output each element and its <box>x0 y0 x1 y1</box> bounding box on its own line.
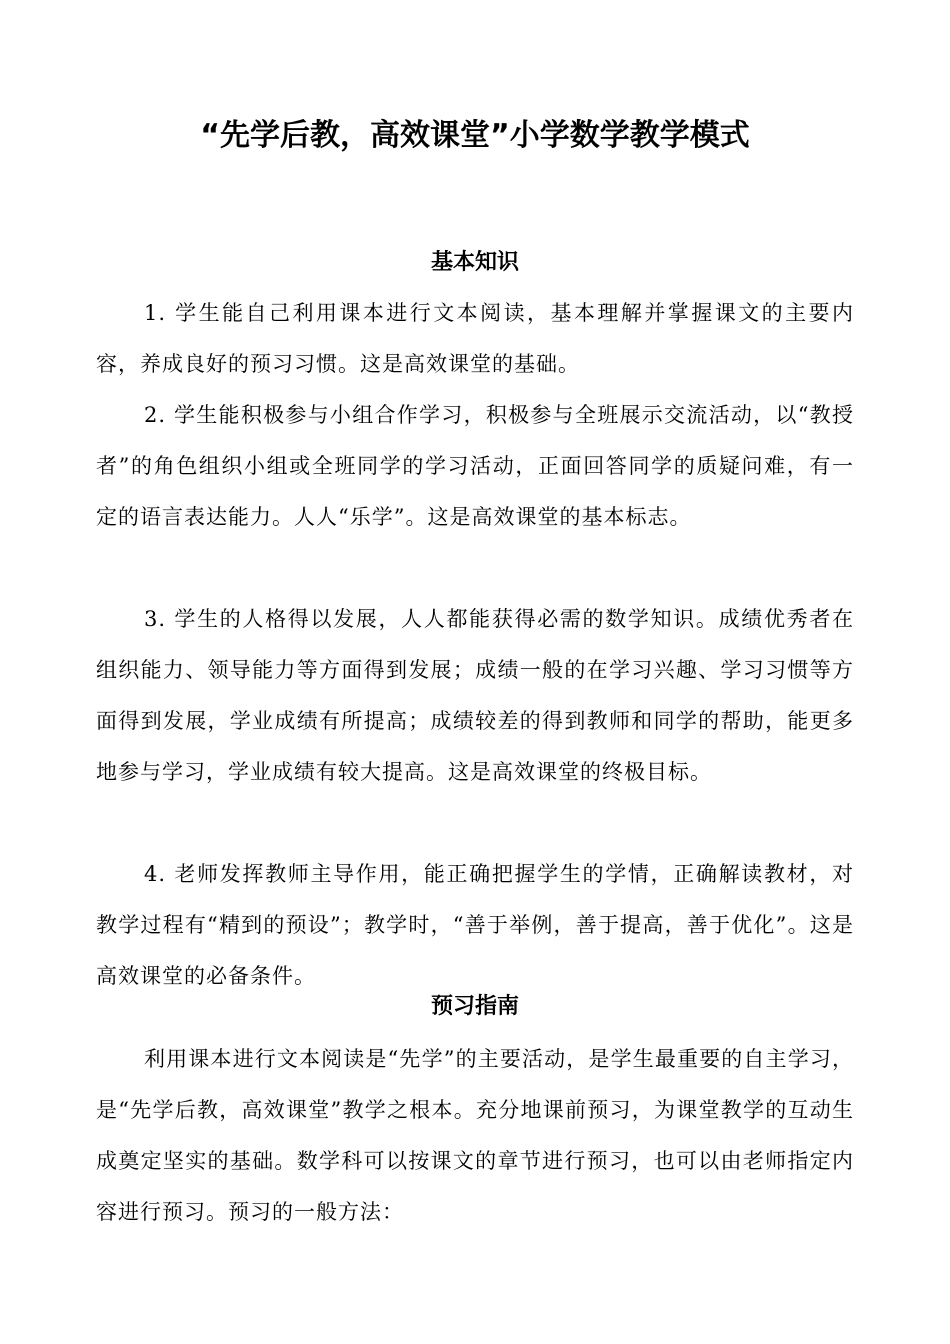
section-heading-preview-guide: 预习指南 <box>430 994 519 1019</box>
paragraph: 利用课本进行文本阅读是“先学”的主要活动，是学生最重要的自主学习，是“先学后教，高效课堂”教学之根本。充分地课前预习，为课堂教学的互动生成奠定坚实的基础。数学科可以按课文的章节进行预习，也可以由老师指定内容进行预习。预习的一般方法： <box>96 1047 854 1224</box>
paragraph: 1. 学生能自己利用课本进行文本阅读，基本理解并掌握课文的主要内容，养成良好的预习习惯。这是高效课堂的基础。 <box>96 301 854 376</box>
paragraph: 3. 学生的人格得以发展，人人都能获得必需的数学知识。成绩优秀者在组织能力、领导能力等方面得到发展；成绩一般的在学习兴趣、学习习惯等方面得到发展，学业成绩有所提高；成绩较差的得到教师和同学的帮助，能更多地参与学习，学业成绩有较大提高。这是高效课堂的终极目标。 <box>96 607 854 784</box>
paragraph: 2. 学生能积极参与小组合作学习，积极参与全班展示交流活动，以“教授者”的角色组织小组或全班同学的学习活动，正面回答同学的质疑问难，有一定的语言表达能力。人人“乐学”。这是高效课堂的基本标志。 <box>96 403 854 529</box>
paragraph: 4. 老师发挥教师主导作用，能正确把握学生的学情，正确解读教材，对教学过程有“精到的预设”；教学时，“善于举例，善于提高，善于优化”。这是高效课堂的必备条件。 <box>96 862 854 988</box>
page-title: “先学后教，高效课堂”小学数学教学模式 <box>200 118 750 153</box>
section-heading-basic-knowledge: 基本知识 <box>430 250 519 275</box>
